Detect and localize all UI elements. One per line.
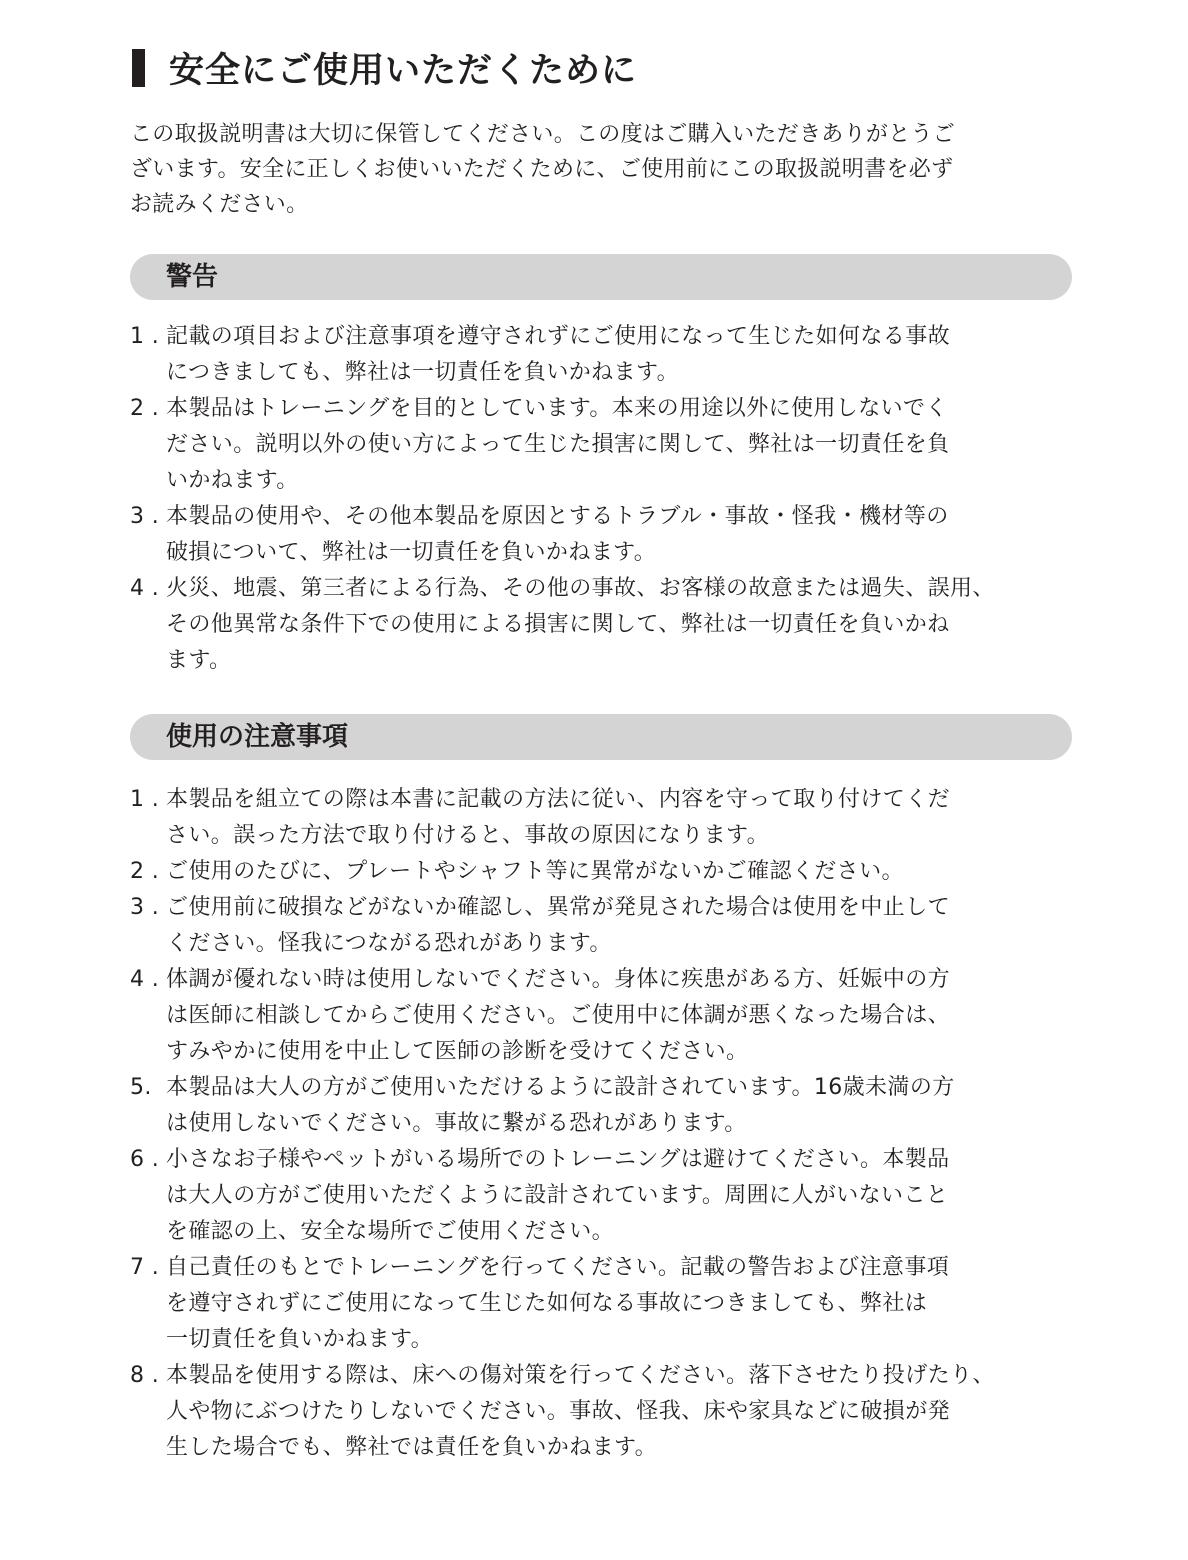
- page-title-row: [132, 44, 637, 92]
- list-item: [130, 1250, 1065, 1358]
- item-text-line: につきましても、弊社は一切責任を負いかねます。: [166, 360, 680, 385]
- item-text-line: その他異常な条件下での使用による損害に関して、弊社は一切責任を負いかね: [166, 612, 950, 637]
- item-text-line: は使用しないでください。事故に繋がる恐れがあります。: [166, 1111, 747, 1136]
- caution-section-header: [130, 714, 1072, 760]
- item-text-line: 本製品は大人の方がご使用いただけるように設計されています。16歳未満の方: [166, 1075, 955, 1100]
- item-text: [166, 391, 1065, 499]
- item-number: 4 .: [130, 967, 160, 992]
- item-text-line: 自己責任のもとでトレーニングを行ってください。記載の警告および注意事項: [166, 1255, 950, 1280]
- item-number: 6 .: [130, 1147, 160, 1172]
- item-text-line: を確認の上、安全な場所でご使用ください。: [166, 1219, 615, 1244]
- list-item: [130, 962, 1065, 1070]
- item-text: [166, 854, 1065, 890]
- intro-paragraph: [130, 117, 1060, 222]
- item-text-line: すみやかに使用を中止して医師の診断を受けてください。: [166, 1039, 749, 1064]
- item-text: [166, 962, 1065, 1070]
- item-number: 8 .: [130, 1363, 160, 1388]
- item-text-line: は医師に相談してからご使用ください。ご使用中に体調が悪くなった場合は、: [166, 1003, 951, 1028]
- item-text-line: ください。怪我につながる恐れがあります。: [166, 931, 612, 956]
- item-number: 3 .: [130, 895, 160, 920]
- list-item: [130, 571, 1065, 679]
- item-text-line: さい。誤った方法で取り付けると、事故の原因になります。: [166, 823, 770, 848]
- list-item: [130, 854, 1065, 890]
- title-marker-bar: [132, 49, 145, 87]
- caution-list: [130, 782, 1065, 1466]
- list-item: [130, 782, 1065, 854]
- item-text: [166, 782, 1065, 854]
- list-item: [130, 391, 1065, 499]
- warning-section-header: [130, 254, 1072, 300]
- item-text-line: 体調が優れない時は使用しないでください。身体に疾患がある方、妊娠中の方: [166, 967, 951, 992]
- item-text-line: 一切責任を負いかねます。: [166, 1327, 434, 1352]
- item-number: 3 .: [130, 504, 160, 529]
- item-text-line: 人や物にぶつけたりしないでください。事故、怪我、床や家具などに破損が発: [166, 1399, 951, 1424]
- item-text: [166, 890, 1065, 962]
- warning-heading: 警告: [166, 262, 219, 292]
- item-text: [166, 319, 1065, 391]
- list-item: [130, 1070, 1065, 1142]
- item-text: [166, 499, 1065, 571]
- item-text: [166, 1250, 1065, 1358]
- list-item: [130, 890, 1065, 962]
- item-text-line: ます。: [166, 648, 232, 673]
- page-title: 安全にご使用いただくために: [169, 51, 638, 91]
- item-text-line: 本製品を組立ての際は本書に記載の方法に従い、内容を守って取り付けてくだ: [166, 787, 951, 812]
- item-text-line: 本製品の使用や、その他本製品を原因とするトラブル・事故・怪我・機材等の: [166, 504, 949, 529]
- item-text-line: は大人の方がご使用いただくように設計されています。周囲に人がいないこと: [166, 1183, 949, 1208]
- list-item: [130, 319, 1065, 391]
- intro-line: ざいます。安全に正しくお使いいただくために、ご使用前にこの取扱説明書を必ず: [130, 157, 954, 182]
- item-text-line: 生した場合でも、弊社では責任を負いかねます。: [166, 1435, 658, 1460]
- item-text-line: ご使用前に破損などがないか確認し、異常が発見された場合は使用を中止して: [166, 895, 951, 920]
- intro-line: お読みください。: [130, 192, 309, 217]
- item-text-line: を遵守されずにご使用になって生じた如何なる事故につきましても、弊社は: [166, 1291, 928, 1316]
- item-text-line: いかねます。: [166, 468, 299, 493]
- item-number: 7 .: [130, 1255, 160, 1280]
- item-text-line: 小さなお子様やペットがいる場所でのトレーニングは避けてください。本製品: [166, 1147, 950, 1172]
- list-item: [130, 1358, 1065, 1466]
- warning-list: [130, 319, 1065, 679]
- caution-heading: 使用の注意事項: [166, 722, 349, 752]
- item-text: [166, 571, 1065, 679]
- item-text-line: 火災、地震、第三者による行為、その他の事故、お客様の故意または過失、誤用、: [166, 576, 995, 601]
- item-number: 2 .: [130, 859, 160, 884]
- item-number: 4 .: [130, 576, 160, 601]
- intro-line: この取扱説明書は大切に保管してください。この度はご購入いただきありがとうご: [130, 122, 956, 147]
- item-text: [166, 1142, 1065, 1250]
- item-text-line: ご使用のたびに、プレートやシャフト等に異常がないかご確認ください。: [166, 859, 904, 884]
- item-text-line: 破損について、弊社は一切責任を負いかねます。: [166, 540, 657, 565]
- item-text-line: 本製品はトレーニングを目的としています。本来の用途以外に使用しないでく: [166, 396, 948, 421]
- item-text-line: 本製品を使用する際は、床への傷対策を行ってください。落下させたり投げたり、: [166, 1363, 995, 1388]
- item-number: 2 .: [130, 396, 160, 421]
- item-number: 5.: [130, 1075, 152, 1100]
- item-text: [166, 1070, 1065, 1142]
- item-text-line: ださい。説明以外の使い方によって生じた損害に関して、弊社は一切責任を負: [166, 432, 950, 457]
- item-text: [166, 1358, 1065, 1466]
- item-text-line: 記載の項目および注意事項を遵守されずにご使用になって生じた如何なる事故: [166, 324, 951, 349]
- list-item: [130, 1142, 1065, 1250]
- item-number: 1 .: [130, 787, 160, 812]
- list-item: [130, 499, 1065, 571]
- item-number: 1 .: [130, 324, 160, 349]
